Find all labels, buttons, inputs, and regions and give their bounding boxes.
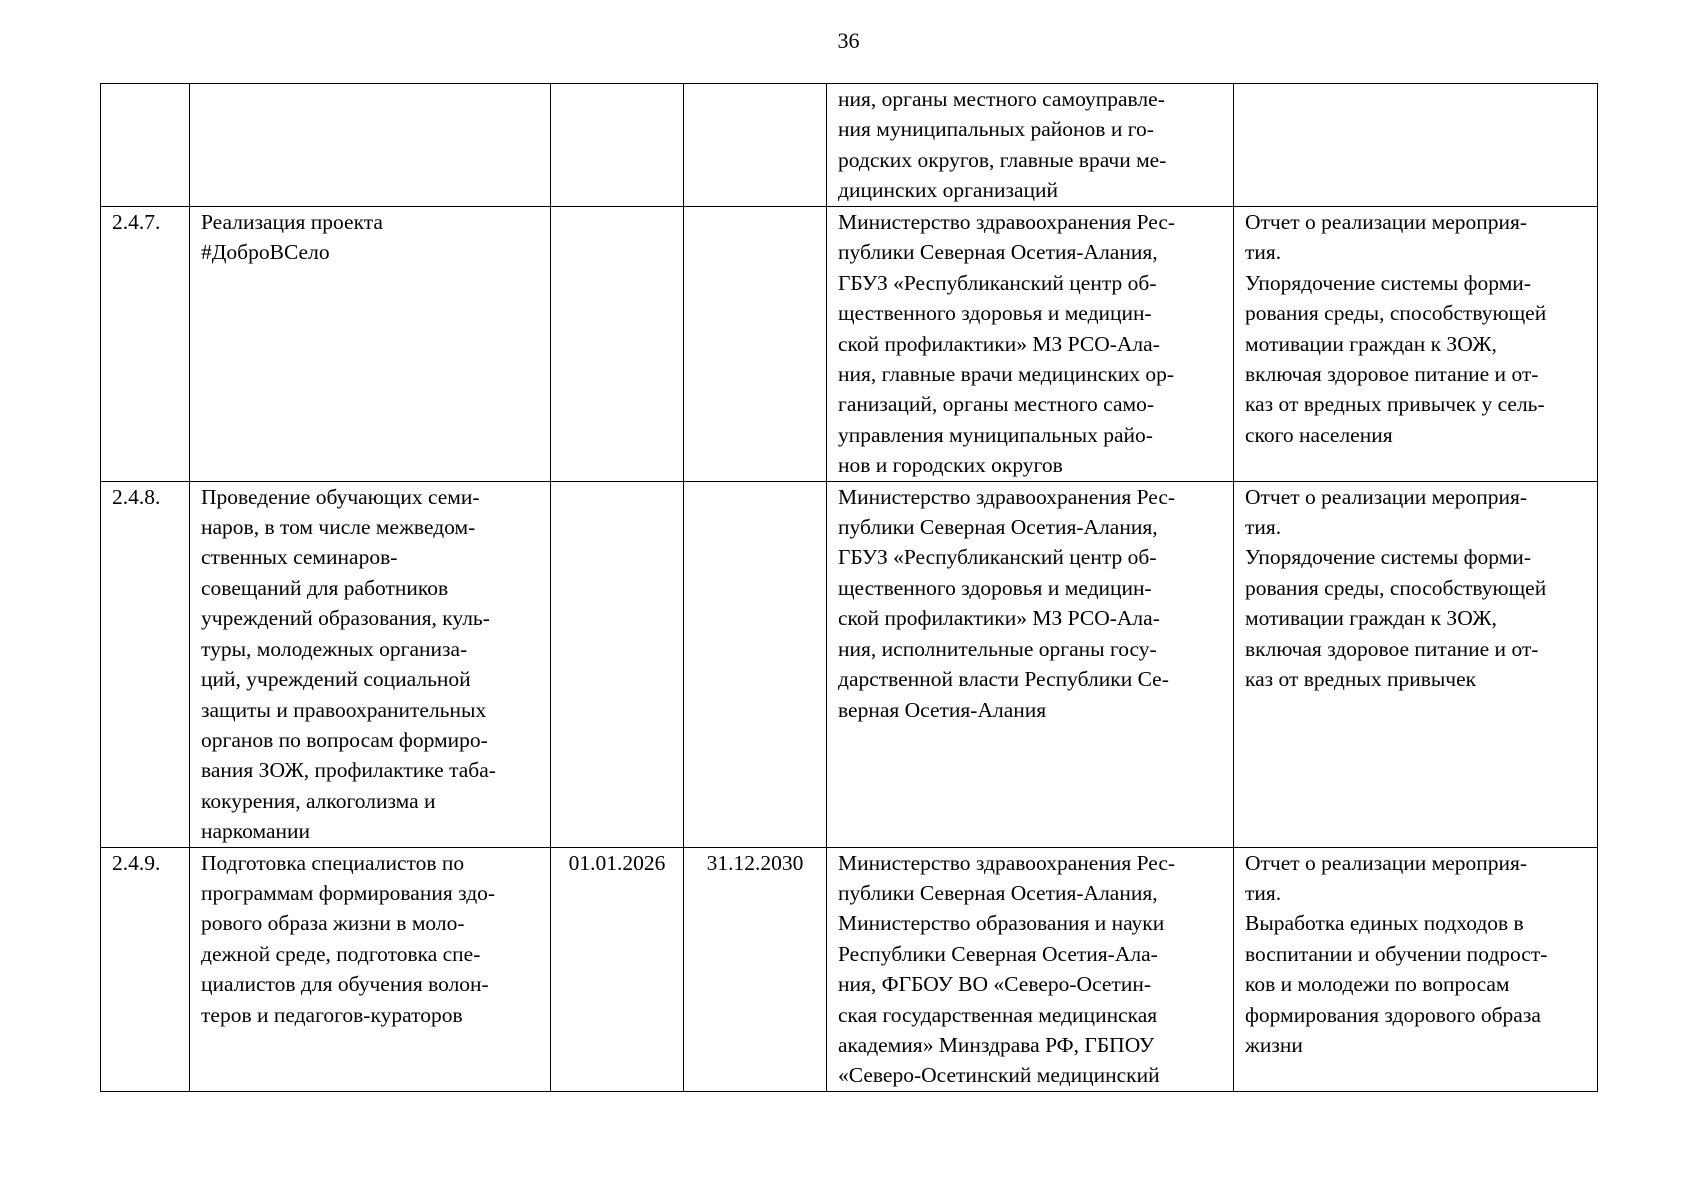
item-number-cell: 2.4.8. [101,481,190,847]
result-line: Отчет о реализации мероприя- [1245,484,1528,509]
executors-line: дицинских организаций [838,178,1059,203]
executors-cell [827,207,1234,482]
measure-title-cell [190,481,551,847]
result-line: Выработка единых подходов в [1245,911,1524,936]
result-line: мотивации граждан к ЗОЖ, [1245,331,1497,356]
executors-line: публики Северная Осетия-Алания, [838,240,1158,265]
result-line: включая здоровое питание и от- [1245,362,1539,387]
table-row [101,207,1598,482]
executors-line: ГБУЗ «Республиканский центр об- [838,545,1157,570]
executors-line: управления муниципальных райо- [838,422,1153,447]
measure-title-cell [190,84,551,207]
title-line: теров и педагогов-кураторов [201,1002,463,1027]
executors-line: ния муниципальных районов и го- [838,117,1154,142]
executors-line: щественного здоровья и медицин- [838,575,1152,600]
title-line: программам формирования здо- [201,880,496,905]
title-line: вания ЗОЖ, профилактике таба- [201,758,496,783]
title-line: дежной среде, подготовка спе- [201,941,481,966]
result-line: тия. [1245,240,1282,265]
result-line: Отчет о реализации мероприя- [1245,210,1528,234]
result-line: мотивации граждан к ЗОЖ, [1245,606,1497,631]
result-cell [1234,847,1598,1091]
title-line: ственных семинаров- [201,545,398,570]
executors-line: Министерство здравоохранения Рес- [838,484,1176,509]
executors-line: публики Северная Осетия-Алания, [838,515,1158,540]
item-number-cell: 2.4.7. [101,207,190,482]
result-line: тия. [1245,515,1282,540]
result-line: каз от вредных привычек у сель- [1245,392,1545,417]
result-line: ского населения [1245,422,1393,447]
executors-line: нов и городских округов [838,453,1063,478]
result-line: каз от вредных привычек [1245,667,1477,692]
result-line: Упорядочение системы форми- [1245,545,1531,570]
result-line: формирования здорового образа [1245,1002,1541,1027]
end-date-cell [684,481,827,847]
result-cell [1234,84,1598,207]
end-date-cell [684,207,827,482]
title-line: наркомании [201,819,311,844]
result-line: ков и молодежи по вопросам [1245,972,1510,997]
title-line: совещаний для работников [201,575,449,600]
executors-line: ния, главные врачи медицинских ор- [838,362,1175,387]
executors-cell [827,481,1234,847]
result-line: рования среды, способствующей [1245,301,1547,326]
executors-line: родских округов, главные врачи ме- [838,147,1167,172]
title-line: #ДоброВСело [201,240,330,265]
page-number: 36 [837,28,860,53]
executors-line: Министерство образования и науки [838,911,1165,936]
table-row [101,84,1598,207]
executors-line: академия» Минздрава РФ, ГБПОУ [838,1032,1155,1057]
executors-line: верная Осетия-Алания [838,697,1047,722]
result-line: Упорядочение системы форми- [1245,270,1531,295]
executors-line: ния, исполнительные органы госу- [838,636,1157,661]
executors-line: ской профилактики» МЗ РСО-Ала- [838,606,1160,631]
title-line: Подготовка специалистов по [201,850,465,875]
executors-line: публики Северная Осетия-Алания, [838,880,1158,905]
start-date-cell [551,481,684,847]
title-line: учреждений образования, куль- [201,606,490,631]
result-line: жизни [1245,1032,1303,1057]
title-line: рового образа жизни в моло- [201,911,465,936]
measures-table [100,83,1598,1092]
executors-line: Министерство здравоохранения Рес- [838,210,1176,234]
measure-title-cell [190,207,551,482]
executors-line: Республики Северная Осетия-Ала- [838,941,1158,966]
table-body [101,84,1598,1092]
item-number-cell [101,84,190,207]
executors-line: ния, ФГБОУ ВО «Северо-Осетин- [838,972,1151,997]
executors-line: ния, органы местного самоуправле- [838,87,1165,111]
result-line: включая здоровое питание и от- [1245,636,1539,661]
start-date-cell [551,207,684,482]
executors-line: ГБУЗ «Республиканский центр об- [838,270,1157,295]
result-line: воспитании и обучении подрост- [1245,941,1548,966]
table-row [101,847,1598,1091]
executors-line: ганизаций, органы местного само- [838,392,1155,417]
title-line: органов по вопросам формиро- [201,727,488,752]
item-number-cell: 2.4.9. [101,847,190,1091]
executors-line: «Северо-Осетинский медицинский [838,1063,1160,1088]
result-cell [1234,481,1598,847]
end-date-cell [684,84,827,207]
title-line: туры, молодежных организа- [201,636,468,661]
executors-cell [827,847,1234,1091]
start-date-cell: 01.01.2026 [551,847,684,1091]
title-line: наров, в том числе межведом- [201,515,476,540]
executors-line: Министерство здравоохранения Рес- [838,850,1176,875]
result-line: Отчет о реализации мероприя- [1245,850,1528,875]
title-line: Реализация проекта [201,210,383,234]
result-line: рования среды, способствующей [1245,575,1547,600]
title-line: защиты и правоохранительных [201,697,487,722]
start-date-cell [551,84,684,207]
title-line: Проведение обучающих семи- [201,484,480,509]
measure-title-cell [190,847,551,1091]
executors-line: ской профилактики» МЗ РСО-Ала- [838,331,1160,356]
result-line: тия. [1245,880,1282,905]
end-date-cell: 31.12.2030 [684,847,827,1091]
title-line: кокурения, алкоголизма и [201,788,436,813]
table-row [101,481,1598,847]
executors-line: щественного здоровья и медицин- [838,301,1152,326]
executors-line: дарственной власти Республики Се- [838,667,1169,692]
title-line: ций, учреждений социальной [201,667,471,692]
result-cell [1234,207,1598,482]
executors-line: ская государственная медицинская [838,1002,1158,1027]
title-line: циалистов для обучения волон- [201,972,489,997]
executors-cell [827,84,1234,207]
